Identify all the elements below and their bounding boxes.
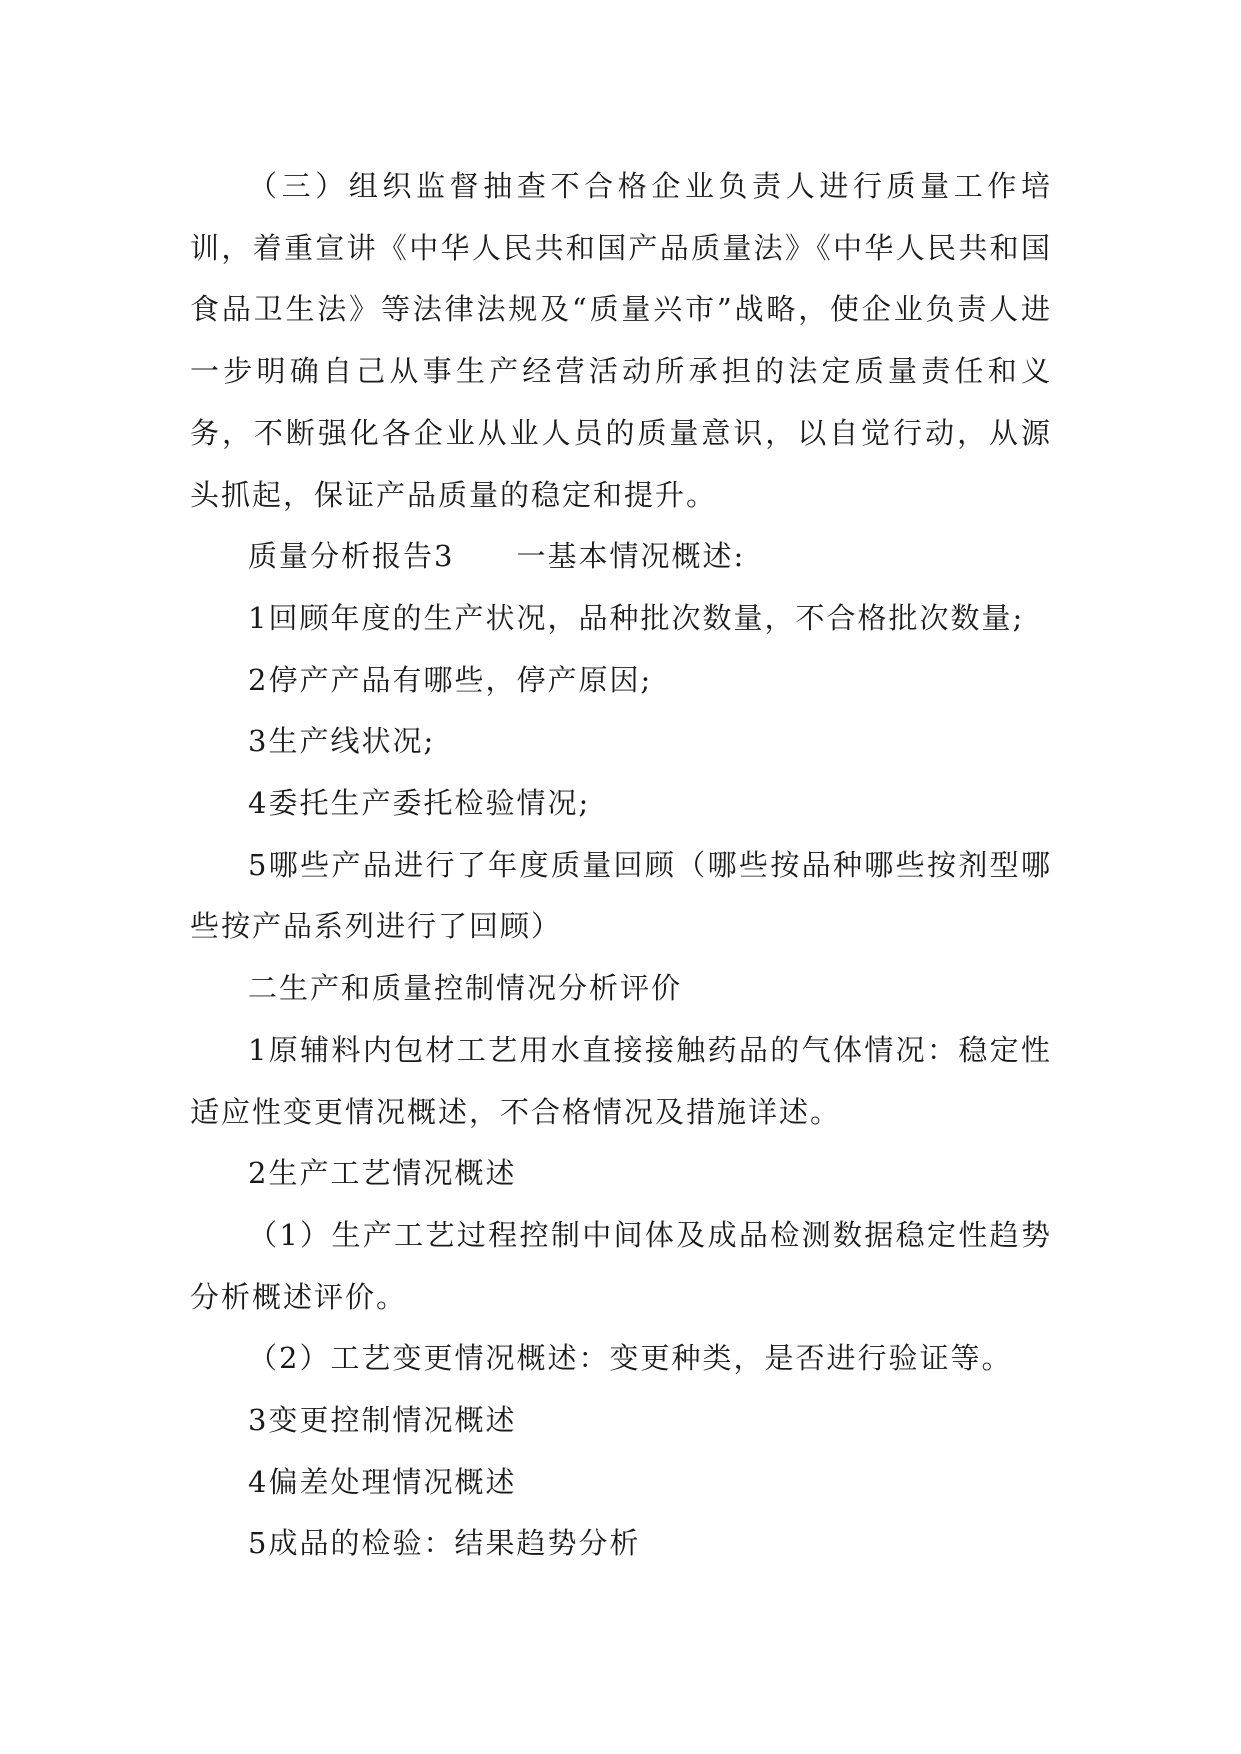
paragraph-report-heading: 质量分析报告3 一基本情况概述: xyxy=(248,539,746,574)
paragraph-product-testing: 5成品的检验：结果趋势分析 xyxy=(248,1526,641,1561)
paragraph-item-5: 5哪些产品进行了年度质量回顾（哪些按品种哪些按剂型哪些按产品系列进行了回顾） xyxy=(190,847,1052,944)
paragraph-item-2: 2停产产品有哪些，停产原因; xyxy=(248,662,653,697)
paragraph-deviation: 4偏差处理情况概述 xyxy=(248,1464,517,1499)
paragraph-item-1: 1回顾年度的生产状况，品种批次数量，不合格批次数量; xyxy=(248,600,1025,635)
paragraph-materials: 1原辅料内包材工艺用水直接接触药品的气体情况：稳定性适应性变更情况概述，不合格情况及措施详述。 xyxy=(190,1032,1052,1129)
paragraph-process-2: （2）工艺变更情况概述：变更种类，是否进行验证等。 xyxy=(248,1341,1013,1376)
paragraph-item-4: 4委托生产委托检验情况; xyxy=(248,786,591,821)
paragraph-training: （三）组织监督抽查不合格企业负责人进行质量工作培训，着重宣讲《中华人民共和国产品质量法》《中华人民共和国食品卫生法》等法律法规及“质量兴市”战略，使企业负责人进一步明确自己从事生产经营活动所承担的法定质量责任和义务，不断强化各企业从业人员的质量意识，以自觉行动，从源头抓起，保证产品质量的稳定和提升。 xyxy=(190,169,1052,512)
section-heading-2: 二生产和质量控制情况分析评价 xyxy=(248,971,683,1006)
document-body xyxy=(190,156,1052,1575)
paragraph-process: 2生产工艺情况概述 xyxy=(248,1156,517,1191)
paragraph-change-control: 3变更控制情况概述 xyxy=(248,1403,517,1438)
paragraph-item-3: 3生产线状况; xyxy=(248,724,436,759)
paragraph-process-1: （1）生产工艺过程控制中间体及成品检测数据稳定性趋势分析概述评价。 xyxy=(190,1217,1052,1314)
